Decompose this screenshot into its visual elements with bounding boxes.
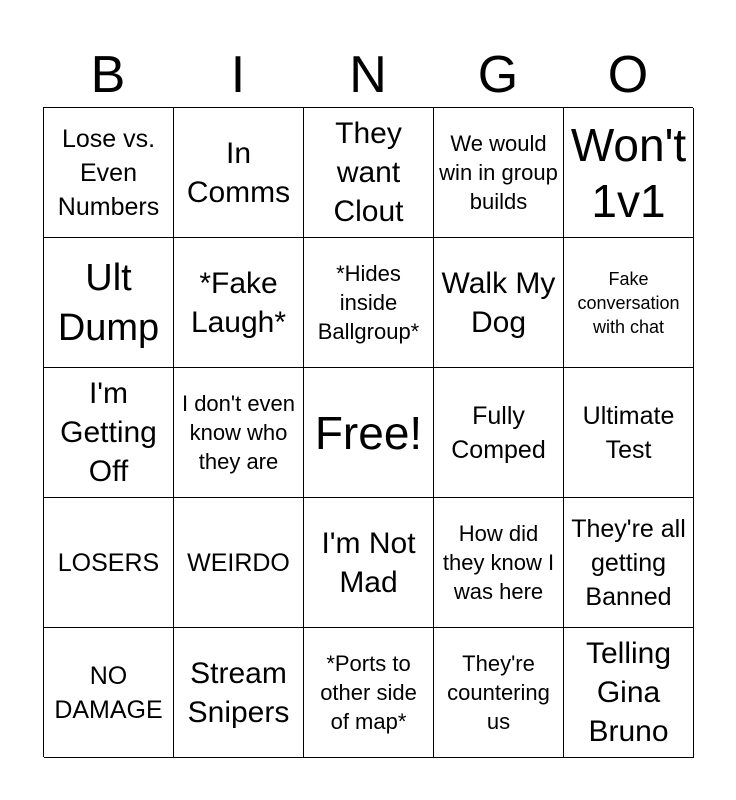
bingo-cell[interactable] [174,628,304,758]
bingo-cell[interactable] [564,108,694,238]
bingo-cell[interactable] [44,238,174,368]
bingo-cell[interactable] [564,238,694,368]
cell-text: NO DAMAGE [54,661,163,724]
bingo-cell[interactable] [304,628,434,758]
cell-text: Fake conversation with chat [577,268,680,337]
bingo-cell[interactable] [304,498,434,628]
bingo-cell[interactable] [434,628,564,758]
bingo-card-grid [43,107,693,757]
cell-text: They want Clout [333,117,404,228]
bingo-cell[interactable] [174,108,304,238]
cell-text: They're countering us [447,651,550,734]
cell-text: WEIRDO [187,548,290,577]
cell-text: Fully Comped [451,401,546,464]
cell-text: Ult Dump [57,256,160,349]
cell-text: LOSERS [57,548,160,577]
bingo-cell[interactable] [44,628,174,758]
cell-text: In Comms [186,136,291,209]
cell-text: Lose vs. Even Numbers [57,124,160,221]
cell-text: Stream Snipers [187,656,290,729]
bingo-cell[interactable] [564,368,694,498]
header-letter-g: G [477,46,519,104]
bingo-cell[interactable] [174,238,304,368]
free-space-text: Free! [314,406,423,459]
bingo-cell[interactable] [564,498,694,628]
bingo-cell[interactable] [304,108,434,238]
cell-text: *Hides inside Ballgroup* [317,261,420,344]
header-letter-i: I [230,46,246,104]
cell-text: Ultimate Test [582,401,675,464]
bingo-cell[interactable] [44,498,174,628]
bingo-cell[interactable] [564,628,694,758]
cell-text: I'm Not Mad [321,526,416,599]
cell-text: Walk My Dog [441,266,556,339]
header-letter-n: N [349,46,387,104]
cell-text: How did they know I was here [442,521,555,604]
bingo-cell[interactable] [434,108,564,238]
bingo-cell[interactable] [174,368,304,498]
header-letter-o: O [607,46,649,104]
cell-text: *Ports to other side of map* [320,651,417,734]
free-space-cell[interactable] [304,368,434,498]
cell-text: Won't 1v1 [570,118,687,227]
bingo-cell[interactable] [174,498,304,628]
cell-text: *Fake Laugh* [190,266,287,339]
bingo-cell[interactable] [304,238,434,368]
header-letter-b: B [90,46,126,104]
bingo-cell[interactable] [434,368,564,498]
bingo-cell[interactable] [434,498,564,628]
cell-text: I'm Getting Off [60,377,157,488]
cell-text: We would win in group builds [439,131,558,214]
bingo-cell[interactable] [434,238,564,368]
bingo-cell[interactable] [44,108,174,238]
bingo-header [43,44,693,106]
cell-text: They're all getting Banned [571,514,686,611]
bingo-cell[interactable] [44,368,174,498]
cell-text: Telling Gina Bruno [585,637,672,748]
cell-text: I don't even know who they are [181,391,296,474]
